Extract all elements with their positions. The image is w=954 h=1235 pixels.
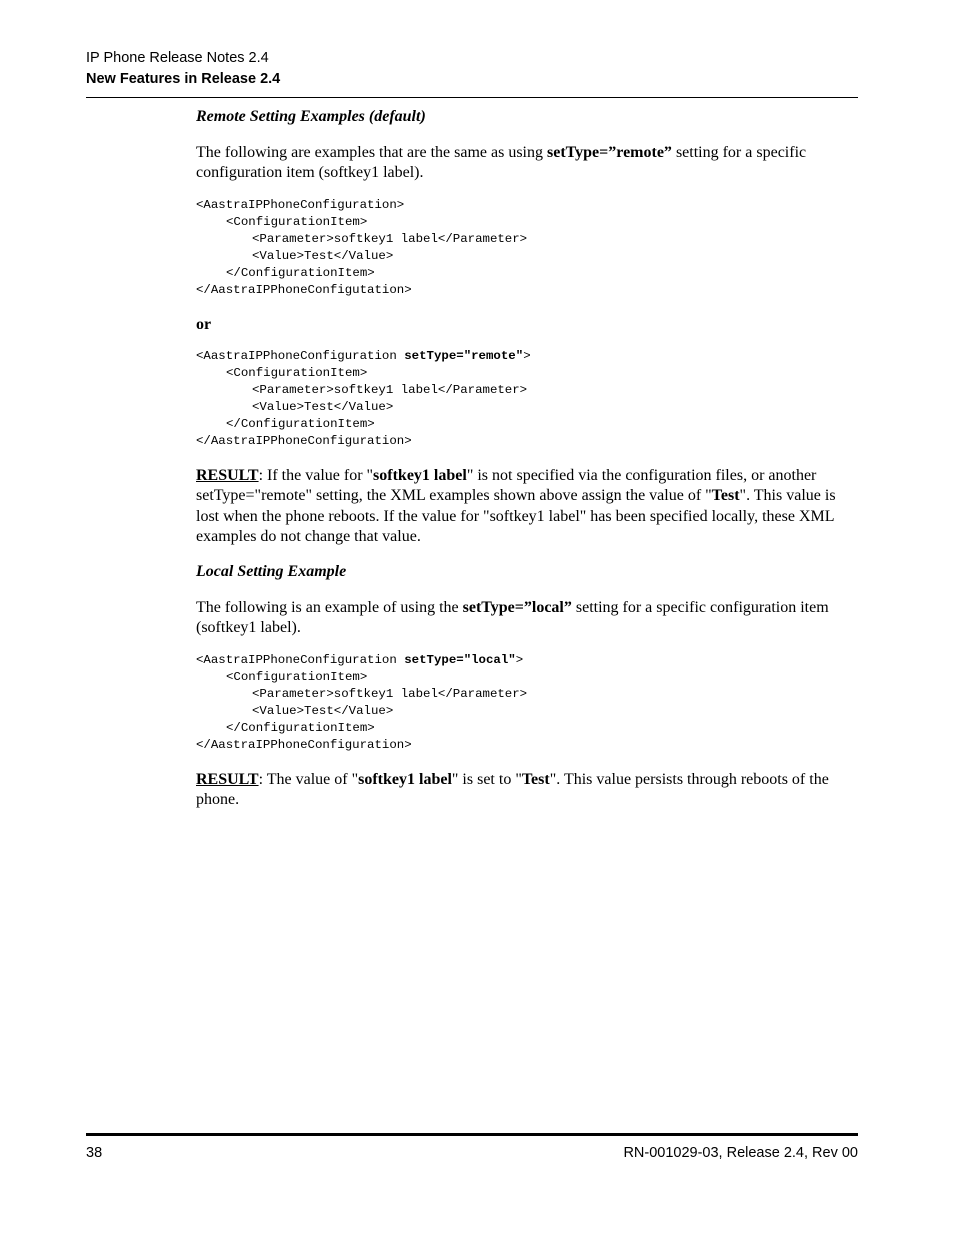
local-intro-pre: The following is an example of using the <box>196 599 463 616</box>
code-line: </ConfigurationItem> <box>226 721 375 736</box>
remote-intro <box>196 143 858 184</box>
code-line: <Value>Test</Value> <box>252 400 394 415</box>
result-text: ". This value is lost when the phone reboots. If the value for "softkey1 label" has been specified locally, these XML examples do not change that value. <box>196 487 836 545</box>
code-block-remote-2 <box>196 348 858 451</box>
local-result <box>196 770 858 811</box>
remote-intro-bold: setType=”remote” <box>547 144 672 161</box>
local-intro <box>196 598 858 639</box>
result-text: : If the value for " <box>258 467 374 484</box>
result-label: RESULT <box>196 771 259 788</box>
code-line <box>196 348 858 365</box>
code-text: <AastraIPPhoneConfiguration <box>196 653 405 667</box>
code-text: > <box>515 653 524 667</box>
remote-heading: Remote Setting Examples (default) <box>196 108 426 125</box>
code-line: </ConfigurationItem> <box>226 417 375 432</box>
code-block-local <box>196 652 858 755</box>
result-text: ". This value persists through reboots of the phone. <box>196 771 829 809</box>
code-attribute: setType="remote" <box>404 349 524 363</box>
code-line: <Parameter>softkey1 label</Parameter> <box>252 687 528 702</box>
running-header-title: IP Phone Release Notes 2.4 <box>86 50 269 66</box>
document-id: RN-001029-03, Release 2.4, Rev 00 <box>623 1145 858 1161</box>
result-label: RESULT <box>196 467 259 484</box>
result-bold: softkey1 label <box>358 771 452 788</box>
header-rule <box>86 97 858 98</box>
remote-result <box>196 466 858 547</box>
code-line: <ConfigurationItem> <box>226 215 368 230</box>
result-bold: softkey1 label <box>373 467 467 484</box>
code-block-remote-1 <box>196 197 858 300</box>
code-line: <AastraIPPhoneConfiguration> <box>196 198 405 212</box>
remote-intro-post: setting for a specific configuration item (softkey1 label). <box>196 144 807 182</box>
result-bold: Test <box>521 771 550 788</box>
local-heading: Local Setting Example <box>196 563 347 580</box>
result-text: " is not specified via the configuration files, or another setType="remote" setting, the XML examples shown above assign the value of " <box>196 467 817 505</box>
code-line: </ConfigurationItem> <box>226 266 375 281</box>
page-number: 38 <box>86 1145 103 1161</box>
code-line: <Value>Test</Value> <box>252 704 394 719</box>
or-separator: or <box>196 316 212 333</box>
footer-rule <box>86 1133 858 1136</box>
code-text: > <box>523 349 531 363</box>
code-line: <ConfigurationItem> <box>226 670 368 685</box>
code-line <box>196 652 858 669</box>
local-intro-bold: setType=”local” <box>462 599 572 616</box>
result-text: " is set to " <box>451 771 522 788</box>
code-line: </AastraIPPhoneConfiguration> <box>196 434 412 449</box>
code-attribute: setType="local" <box>404 653 516 667</box>
code-line: <ConfigurationItem> <box>226 366 368 381</box>
local-intro-post: setting for a specific configuration item (softkey1 label). <box>196 599 829 637</box>
result-bold: Test <box>711 487 740 505</box>
running-header-section: New Features in Release 2.4 <box>86 71 281 87</box>
code-line: </AastraIPPhoneConfiguration> <box>196 738 412 753</box>
code-line: <Parameter>softkey1 label</Parameter> <box>252 383 528 398</box>
code-line: </AastraIPPhoneConfigutation> <box>196 283 412 298</box>
code-line: <Parameter>softkey1 label</Parameter> <box>252 232 528 247</box>
result-text: : The value of " <box>258 771 359 788</box>
remote-intro-pre: The following are examples that are the same as using <box>196 144 547 161</box>
code-text: <AastraIPPhoneConfiguration <box>196 349 405 363</box>
code-line: <Value>Test</Value> <box>252 249 394 264</box>
